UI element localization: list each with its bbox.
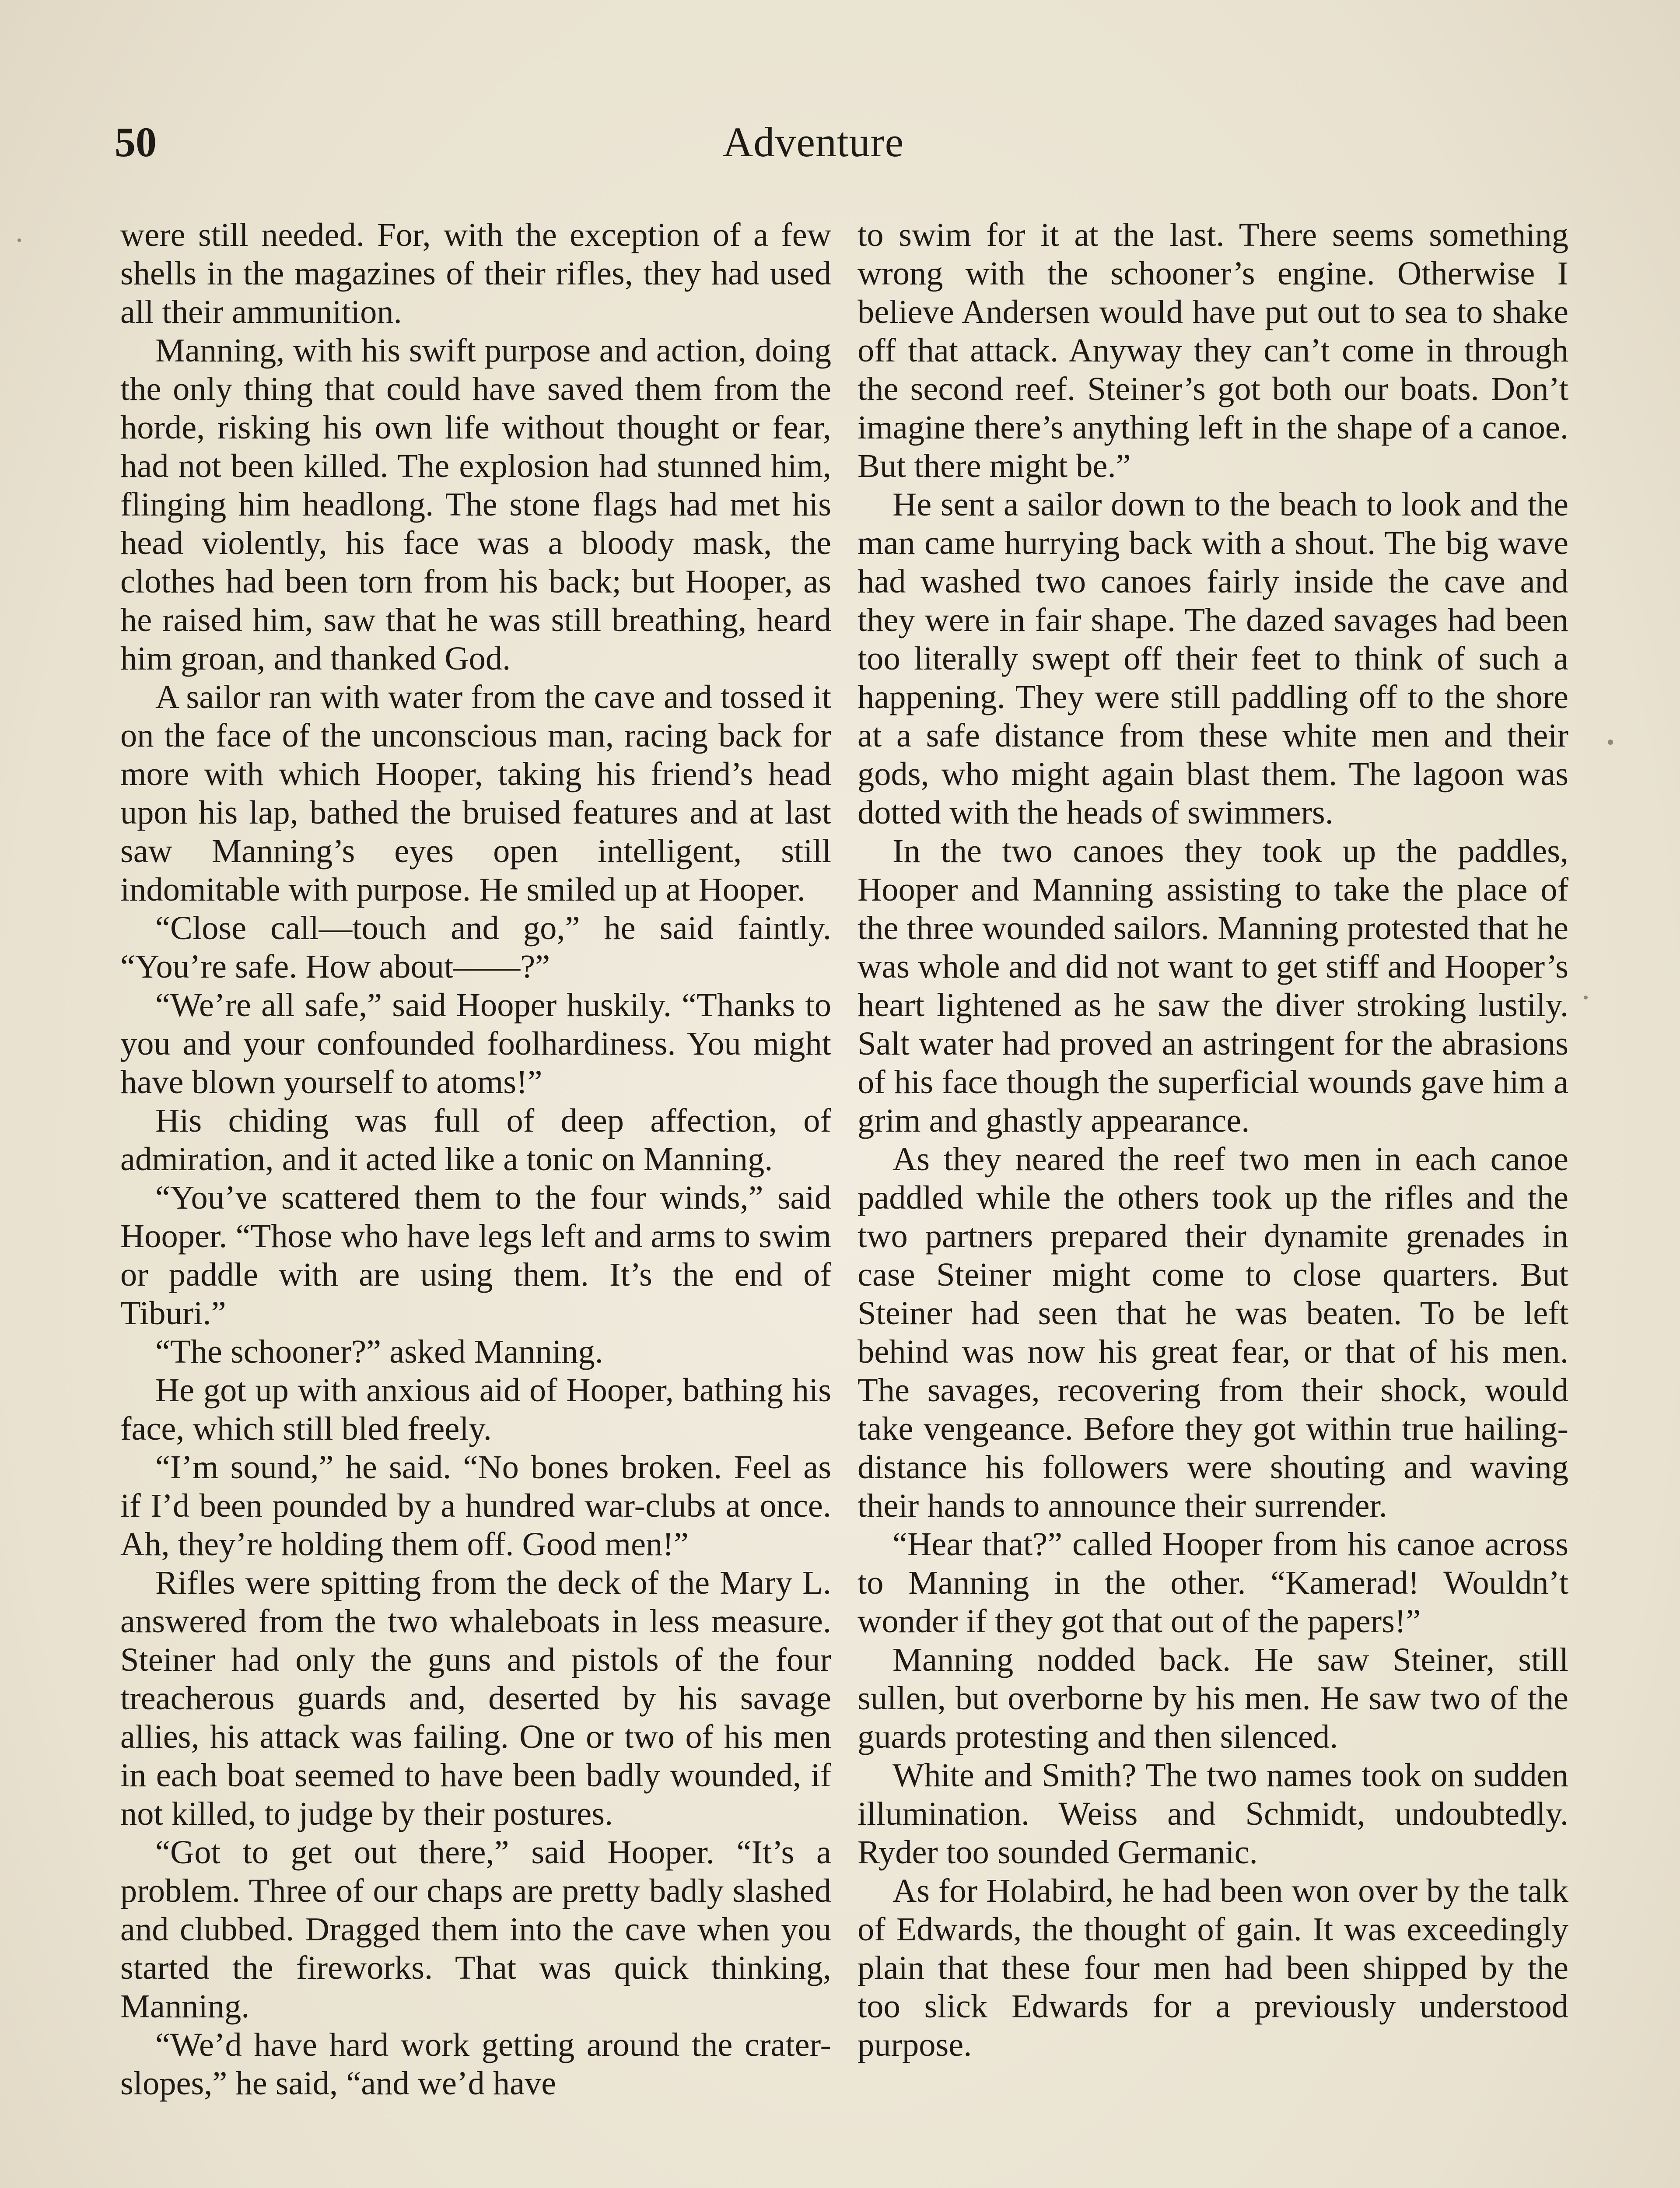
page-header bbox=[115, 112, 1562, 173]
paragraph: to swim for it at the last. There seems something wrong with the schooner’s engine. Otherwise I believe Andersen would have put out to sea to shake off that attack. Anyway they can’t come in through the second reef. Steiner’s got both our boats. Don’t imagine there’s anything left in the shape of a canoe. But there might be.” bbox=[858, 216, 1568, 484]
paragraph: As they neared the reef two men in each canoe paddled while the others took up the rifles and the two partners prepared their dynamite grenades in case Steiner might come to close quarters. But Steiner had seen that he was beaten. To be left behind was now his great fear, or that of his men. The savages, recovering from their shock, would take vengeance. Before they got within true hailing-distance his followers were shouting and waving their hands to announce their surrender. bbox=[858, 1140, 1568, 1524]
paragraph: “I’m sound,” he said. “No bones broken. Feel as if I’d been pounded by a hundred war-clubs at once. Ah, they’re holding them off. Good men!” bbox=[120, 1448, 831, 1563]
page-number: 50 bbox=[115, 119, 157, 165]
paragraph: He got up with anxious aid of Hooper, bathing his face, which still bled freely. bbox=[120, 1371, 831, 1447]
paragraph: In the two canoes they took up the paddles, Hooper and Manning assisting to take the place of the three wounded sailors. Manning protested that he was whole and did not want to get stiff and Hooper’s heart lightened as he saw the diver stroking lustily. Salt water had proved an astringent for the abrasions of his face though the superficial wounds gave him a grim and ghastly appearance. bbox=[858, 832, 1568, 1139]
paragraph: “Hear that?” called Hooper from his canoe across to Manning in the other. “Kamerad! Wouldn’t wonder if they got that out of the papers!” bbox=[858, 1525, 1568, 1640]
paper-speck bbox=[18, 238, 21, 242]
paragraph: “Close call—touch and go,” he said faintly. “You’re safe. How about——?” bbox=[120, 909, 831, 985]
paragraph: “We’re all safe,” said Hooper huskily. “Thanks to you and your confounded foolhardiness. You might have blown yourself to atoms!” bbox=[120, 986, 831, 1101]
right-column bbox=[858, 216, 1568, 2064]
paragraph: were still needed. For, with the exception of a few shells in the magazines of their rifles, they had used all their ammunition. bbox=[120, 216, 831, 330]
paragraph: “You’ve scattered them to the four winds,” said Hooper. “Those who have legs left and arms to swim or paddle with are using them. It’s the end of Tiburi.” bbox=[120, 1179, 831, 1332]
paper-speck bbox=[1608, 740, 1613, 745]
paper-speck bbox=[1584, 996, 1588, 999]
paragraph: White and Smith? The two names took on sudden illumination. Weiss and Schmidt, undoubtedly. Ryder too sounded Germanic. bbox=[858, 1757, 1568, 1871]
paragraph: Manning, with his swift purpose and action, doing the only thing that could have saved them from the horde, risking his own life without thought or fear, had not been killed. The explosion had stunned him, flinging him headlong. The stone flags had met his head violently, his face was a bloody mask, the clothes had been torn from his back; but Hooper, as he raised him, saw that he was still breathing, heard him groan, and thanked God. bbox=[120, 332, 831, 677]
paragraph: He sent a sailor down to the beach to look and the man came hurrying back with a shout. The big wave had washed two canoes fairly inside the cave and they were in fair shape. The dazed savages had been too literally swept off their feet to think of such a happening. They were still paddling off to the shore at a safe distance from these white men and their gods, who might again blast them. The lagoon was dotted with the heads of swimmers. bbox=[858, 486, 1568, 831]
paragraph: “Got to get out there,” said Hooper. “It’s a problem. Three of our chaps are pretty badly slashed and clubbed. Dragged them into the cave when you started the fireworks. That was quick thinking, Manning. bbox=[120, 1834, 831, 2025]
paragraph: His chiding was full of deep affection, of admiration, and it acted like a tonic on Manning. bbox=[120, 1102, 831, 1178]
paragraph: “The schooner?” asked Manning. bbox=[155, 1333, 603, 1370]
running-title: Adventure bbox=[723, 119, 904, 165]
paragraph: As for Holabird, he had been won over by the talk of Edwards, the thought of gain. It was exceedingly plain that these four men had been shipped by the too slick Edwards for a previously understood purpose. bbox=[858, 1872, 1568, 2063]
paragraph: A sailor ran with water from the cave and tossed it on the face of the unconscious man, racing back for more with which Hooper, taking his friend’s head upon his lap, bathed the bruised features and at last saw Manning’s eyes open intelligent, still indomitable with purpose. He smiled up at Hooper. bbox=[120, 678, 831, 908]
paragraph: “We’d have hard work getting around the crater-slopes,” he said, “and we’d have bbox=[120, 2026, 831, 2102]
left-column bbox=[120, 216, 831, 2103]
paragraph: Manning nodded back. He saw Steiner, still sullen, but overborne by his men. He saw two of the guards protesting and then silenced. bbox=[858, 1641, 1568, 1755]
paragraph: Rifles were spitting from the deck of the Mary L. answered from the two whaleboats in less measure. Steiner had only the guns and pistols of the four treacherous guards and, deserted by his savage allies, his attack was failing. One or two of his men in each boat seemed to have been badly wounded, if not killed, to judge by their postures. bbox=[120, 1564, 831, 1832]
